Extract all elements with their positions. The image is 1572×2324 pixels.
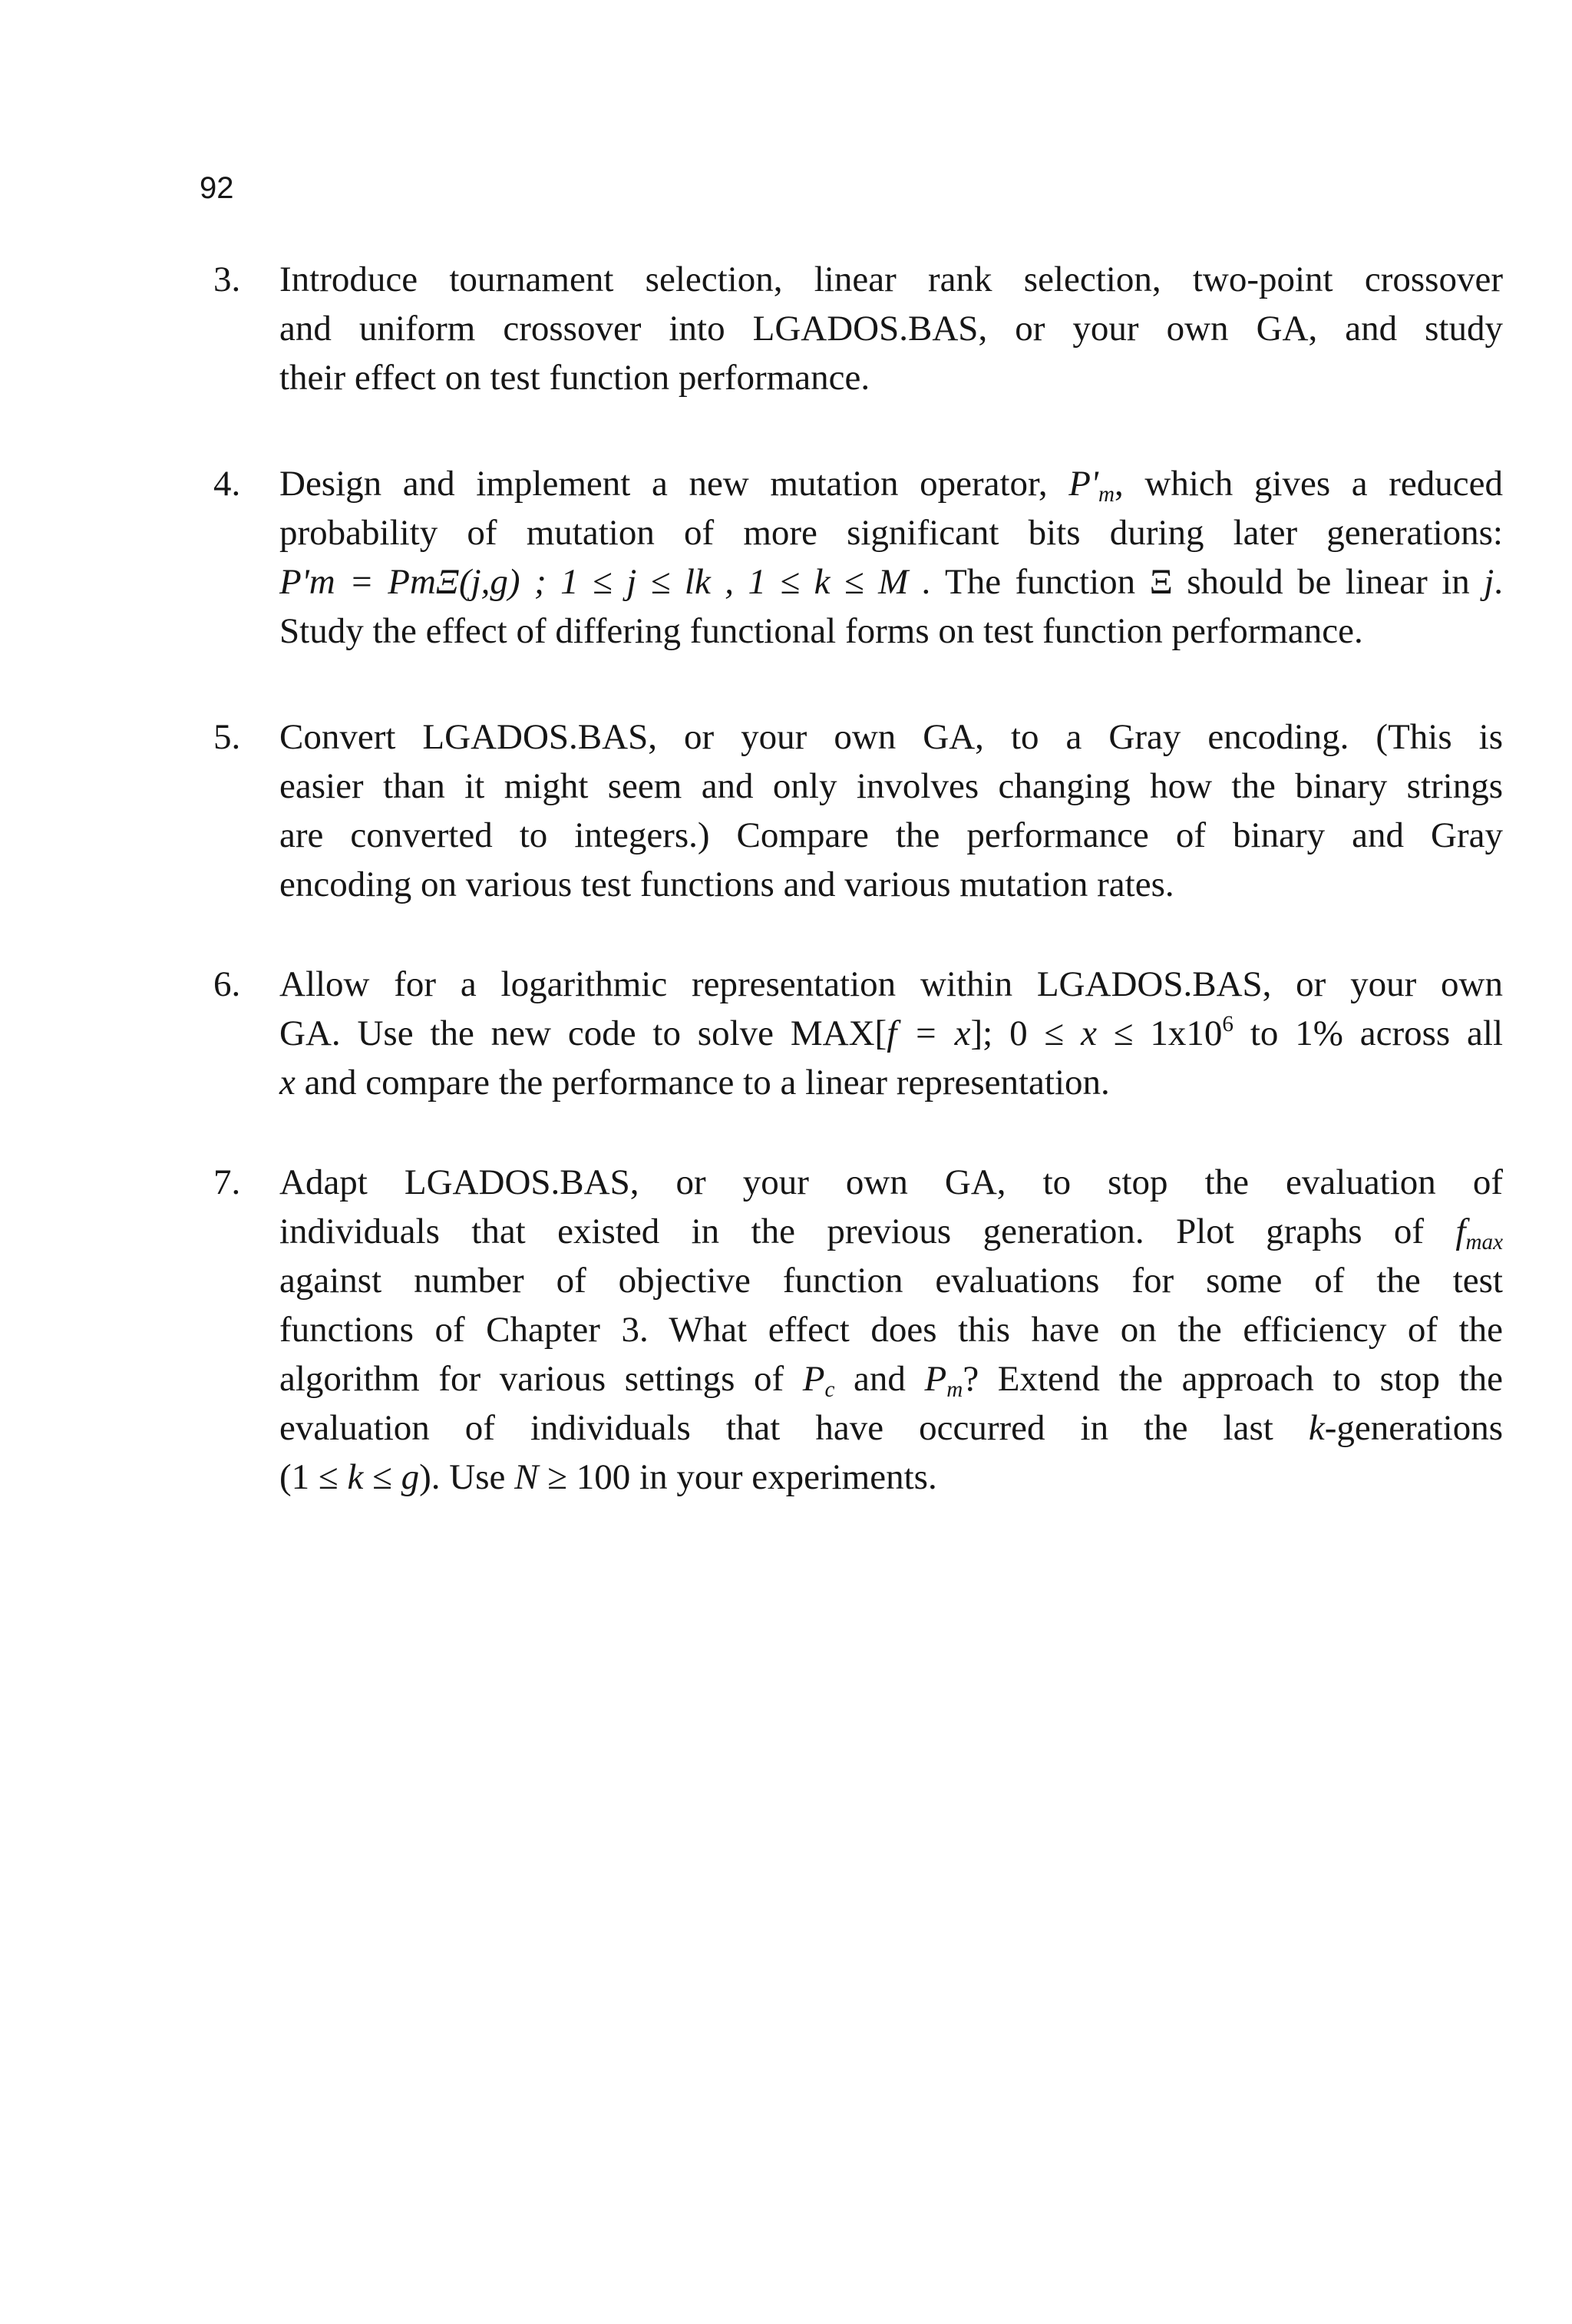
exercise-line: Adapt LGADOS.BAS, or your own GA, to stop the evaluation of bbox=[279, 1162, 1503, 1202]
mutation-operator-symbol: $P'_m$ bbox=[1068, 464, 1115, 507]
exercise-line: individuals that existed in the previous generation. Plot graphs of $f_{max}$ bbox=[279, 1212, 1503, 1255]
exercise-line: (1 ≤ k ≤ g). Use N ≥ 100 in your experiments. bbox=[279, 1457, 937, 1497]
exercise-number: 3. bbox=[213, 260, 241, 299]
exercise-number: 6. bbox=[213, 964, 241, 1004]
exercise-line: evaluation of individuals that have occurred in the last k-generations bbox=[279, 1408, 1503, 1448]
exercise-line: Study the effect of differing functional forms on test function performance. bbox=[279, 611, 1363, 651]
exercise-line: GA. Use the new code to solve MAX[f = x]; $0 \le x \le 1x10^6$ to 1% across all bbox=[279, 1011, 1504, 1053]
exercise-line: Design and implement a new mutation operator, $P'_m$, which gives a reduced bbox=[279, 464, 1504, 507]
exercise-line: algorithm for various settings of $P_c$ and $P_m$? Extend the approach to stop the bbox=[279, 1359, 1503, 1403]
exercise-line: functions of Chapter 3. What effect does this have on the efficiency of the bbox=[279, 1310, 1503, 1350]
exercise-3 bbox=[213, 255, 1503, 402]
exercise-7 bbox=[213, 1158, 1503, 1502]
exercise-line: and uniform crossover into LGADOS.BAS, or your own GA, and study bbox=[279, 309, 1503, 349]
exercise-6 bbox=[213, 960, 1503, 1107]
mutation-formula: P'm = PmΞ(j,g) ; 1 ≤ j ≤ lk , 1 ≤ k ≤ M . bbox=[279, 562, 932, 602]
page-number: 92 bbox=[200, 171, 234, 205]
exercise-line: x and compare the performance to a linear representation. bbox=[279, 1063, 1110, 1102]
exercise-number: 4. bbox=[213, 464, 241, 504]
fmax-symbol: $f_{max}$ bbox=[1455, 1212, 1503, 1255]
exercise-line: Allow for a logarithmic representation within LGADOS.BAS, or your own bbox=[279, 964, 1503, 1004]
exercise-4 bbox=[213, 459, 1503, 656]
exercise-5 bbox=[213, 712, 1503, 909]
exercise-number: 5. bbox=[213, 717, 241, 757]
exercise-line: Convert LGADOS.BAS, or your own GA, to a Gray encoding. (This is bbox=[279, 717, 1503, 757]
exercise-line: against number of objective function evaluations for some of the test bbox=[279, 1261, 1503, 1301]
exercise-line: are converted to integers.) Compare the performance of binary and Gray bbox=[279, 815, 1503, 855]
exercise-line: encoding on various test functions and various mutation rates. bbox=[279, 864, 1174, 904]
exercise-line: P'm = PmΞ(j,g) ; 1 ≤ j ≤ lk , 1 ≤ k ≤ M . The function Ξ should be linear in j. bbox=[279, 562, 1503, 602]
exercise-number: 7. bbox=[213, 1162, 241, 1202]
exercise-line: Introduce tournament selection, linear rank selection, two-point crossover bbox=[279, 260, 1503, 299]
exercise-line: easier than it might seem and only involves changing how the binary strings bbox=[279, 766, 1503, 806]
exercise-line: their effect on test function performance. bbox=[279, 358, 870, 398]
exercise-line: probability of mutation of more significant bits during later generations: bbox=[279, 513, 1503, 553]
